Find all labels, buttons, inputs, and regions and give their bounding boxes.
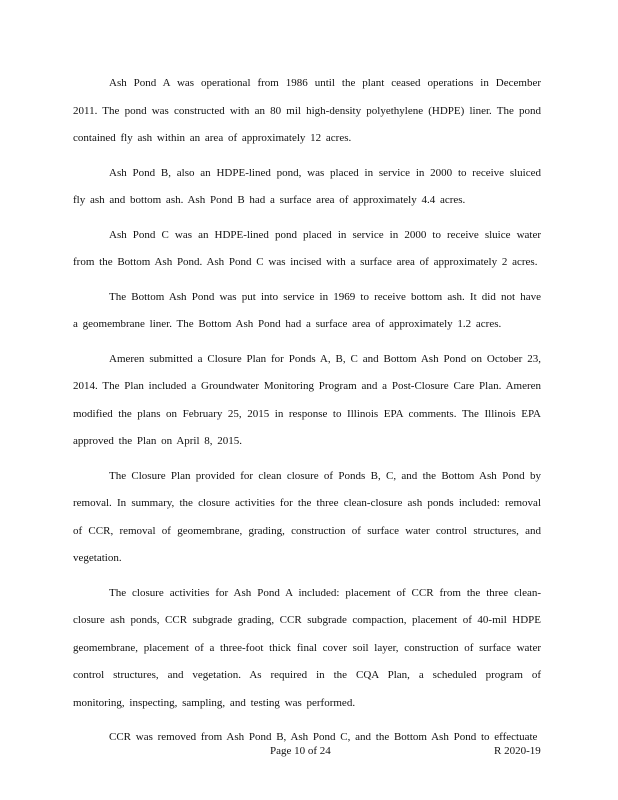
- paragraph-ash-pond-a-closure: The closure activities for Ash Pond A included: placement of CCR from the three clean-closure ash ponds, CCR subgrade grading, CCR subgrade compaction, placement of 40-mil HDPE geomembrane, placement of a three-foot thick final cover soil layer, construction of surface water control structures, and vegetation. As required in the CQA Plan, a scheduled program of monitoring, inspecting, sampling, and testing was performed.: [73, 586, 541, 709]
- paragraph-ash-pond-b: Ash Pond B, also an HDPE-lined pond, was placed in service in 2000 to receive sluiced fly ash and bottom ash. Ash Pond B had a surface area of approximately 4.4 acres.: [73, 166, 541, 206]
- page-number: Page 10 of 24: [270, 745, 331, 757]
- paragraph-ash-pond-a: Ash Pond A was operational from 1986 until the plant ceased operations in December 2011. The pond was constructed with an 80 mil high-density polyethylene (HDPE) liner. The pond contained fly ash within an area of approximately 12 acres.: [73, 77, 541, 144]
- document-body: [73, 70, 541, 756]
- paragraph-ccr-removal: CCR was removed from Ash Pond B, Ash Pond C, and the Bottom Ash Pond to effectuate: [109, 731, 538, 743]
- paragraph-closure-plan-submittal: Ameren submitted a Closure Plan for Ponds A, B, C and Bottom Ash Pond on October 23, 2014. The Plan included a Groundwater Monitoring Program and a Post-Closure Care Plan. Ameren modified the plans on February 25, 2015 in response to Illinois EPA comments. The Illinois EPA approved the Plan on April 8, 2015.: [73, 352, 541, 447]
- paragraph-clean-closure: The Closure Plan provided for clean closure of Ponds B, C, and the Bottom Ash Pond by removal. In summary, the closure activities for the three clean-closure ash ponds included: removal of CCR, removal of geomembrane, grading, construction of surface water control structures, and vegetation.: [73, 469, 541, 564]
- paragraph-bottom-ash-pond: The Bottom Ash Pond was put into service in 1969 to receive bottom ash. It did not have a geomembrane liner. The Bottom Ash Pond had a surface area of approximately 1.2 acres.: [73, 290, 541, 330]
- paragraph-ash-pond-c: Ash Pond C was an HDPE-lined pond placed in service in 2000 to receive sluice water from the Bottom Ash Pond. Ash Pond C was incised with a surface area of approximately 2 acres.: [73, 228, 541, 268]
- docket-number: R 2020-19: [494, 745, 541, 757]
